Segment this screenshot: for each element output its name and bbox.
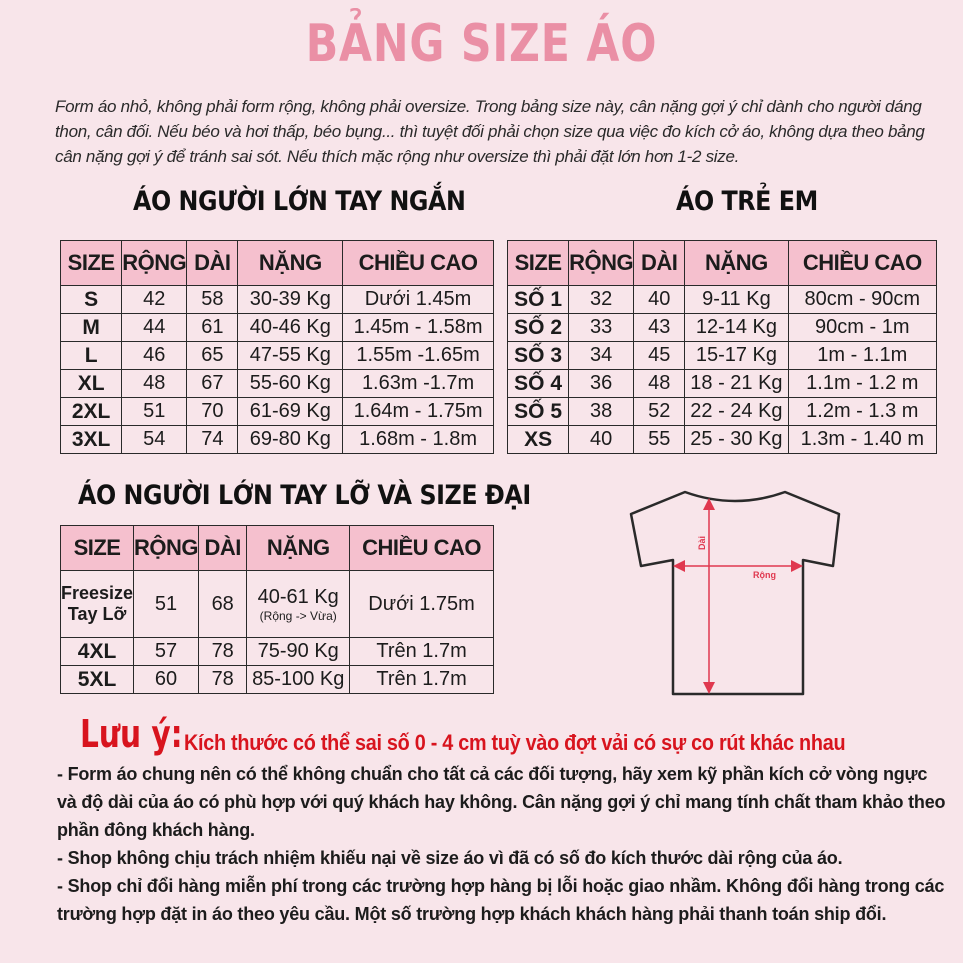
header-dai: DÀI	[199, 526, 247, 571]
nang-note: (Rộng -> Vừa)	[259, 608, 337, 623]
table-header-row	[61, 526, 494, 571]
dai-cell: 67	[187, 370, 238, 398]
adult-short-title: ÁO NGƯỜI LỚN TAY NGẮN	[133, 186, 466, 217]
table-row	[61, 342, 494, 370]
table-row	[508, 314, 937, 342]
nang-cell: 61-69 Kg	[238, 398, 343, 426]
size-cell: 5XL	[61, 666, 134, 694]
dai-cell: 48	[634, 370, 685, 398]
header-nang: NẶNG	[247, 526, 350, 571]
size-cell: 3XL	[61, 426, 122, 454]
rong-cell: 54	[122, 426, 187, 454]
table-row	[61, 286, 494, 314]
page-title: BẢNG SIZE ÁO	[305, 14, 658, 74]
header-rong: RỘNG	[122, 241, 187, 286]
adult-short-table	[60, 240, 494, 454]
table-row	[61, 370, 494, 398]
chieu-cao-cell: 1.3m - 1.40 m	[788, 426, 936, 454]
size-cell: SỐ 3	[508, 342, 569, 370]
nang-cell: 18 - 21 Kg	[685, 370, 788, 398]
nang-cell: 47-55 Kg	[238, 342, 343, 370]
rule-item: - Form áo chung nên có thể không chuẩn cho tất cả các đối tượng, hãy xem kỹ phần kích cở vòng ngực và độ dài của áo có phù hợp với quý khách hay không. Cân nặng gợi ý chỉ mang tính chất tham khảo theo phần đông khách hàng.	[57, 764, 946, 840]
size-cell: SỐ 2	[508, 314, 569, 342]
rong-cell: 51	[134, 571, 199, 638]
chieu-cao-cell: 1.55m -1.65m	[343, 342, 494, 370]
adult-big-table	[60, 525, 494, 694]
chieu-cao-cell: 1.63m -1.7m	[343, 370, 494, 398]
header-chieu-cao: CHIỀU CAO	[350, 526, 494, 571]
chieu-cao-cell: 1.45m - 1.58m	[343, 314, 494, 342]
dai-cell: 70	[187, 398, 238, 426]
size-cell: XS	[508, 426, 569, 454]
nang-cell: 25 - 30 Kg	[685, 426, 788, 454]
nang-cell: 55-60 Kg	[238, 370, 343, 398]
rong-cell: 60	[134, 666, 199, 694]
table-row	[508, 398, 937, 426]
tshirt-outline	[631, 492, 839, 694]
header-rong: RỘNG	[134, 526, 199, 571]
chieu-cao-cell: 1.1m - 1.2 m	[788, 370, 936, 398]
dai-cell: 52	[634, 398, 685, 426]
dai-cell: 65	[187, 342, 238, 370]
freesize-line1: Freesize	[61, 583, 134, 603]
chieu-cao-cell: Dưới 1.75m	[350, 571, 494, 638]
nang-cell: 9-11 Kg	[685, 286, 788, 314]
table-row	[61, 638, 494, 666]
chieu-cao-cell: 1.68m - 1.8m	[343, 426, 494, 454]
rong-cell: 51	[122, 398, 187, 426]
chieu-cao-cell: 90cm - 1m	[788, 314, 936, 342]
table-row	[61, 398, 494, 426]
header-dai: DÀI	[634, 241, 685, 286]
size-cell: 2XL	[61, 398, 122, 426]
chieu-cao-cell: 80cm - 90cm	[788, 286, 936, 314]
nang-cell: 69-80 Kg	[238, 426, 343, 454]
note-text: Kích thước có thể sai số 0 - 4 cm tuỳ vào đợt vải có sự co rút khác nhau	[184, 730, 846, 755]
adult-big-title: ÁO NGƯỜI LỚN TAY LỠ VÀ SIZE ĐẠI	[78, 480, 531, 511]
table-row	[508, 426, 937, 454]
nang-cell: 40-46 Kg	[238, 314, 343, 342]
chieu-cao-cell: Trên 1.7m	[350, 638, 494, 666]
header-nang: NẶNG	[685, 241, 788, 286]
dai-cell: 68	[199, 571, 247, 638]
table-row	[61, 314, 494, 342]
size-cell: S	[61, 286, 122, 314]
nang-cell: 12-14 Kg	[685, 314, 788, 342]
rule-item: - Shop không chịu trách nhiệm khiếu nại về size áo vì đã có số đo kích thước dài rộng của áo.	[57, 848, 843, 868]
table-header-row	[508, 241, 937, 286]
size-cell: SỐ 5	[508, 398, 569, 426]
size-cell: L	[61, 342, 122, 370]
header-rong: RỘNG	[569, 241, 634, 286]
rong-cell: 34	[569, 342, 634, 370]
kids-title: ÁO TRẺ EM	[676, 186, 818, 217]
nang-cell	[247, 571, 350, 638]
rong-cell: 44	[122, 314, 187, 342]
header-chieu-cao: CHIỀU CAO	[343, 241, 494, 286]
chieu-cao-cell: 1.64m - 1.75m	[343, 398, 494, 426]
header-dai: DÀI	[187, 241, 238, 286]
nang-cell: 85-100 Kg	[247, 666, 350, 694]
dai-cell: 74	[187, 426, 238, 454]
rule-item: - Shop chỉ đổi hàng miễn phí trong các trường hợp hàng bị lỗi hoặc giao nhầm. Không đổi hàng trong các trường hợp đặt in áo theo yêu cầu. Một số trường hợp khách khách hàng phải thanh toán ship đổi.	[57, 876, 945, 924]
rong-cell: 33	[569, 314, 634, 342]
freesize-line2: Tay Lỡ	[67, 604, 127, 624]
dai-cell: 40	[634, 286, 685, 314]
dai-cell: 78	[199, 666, 247, 694]
nang-cell: 15-17 Kg	[685, 342, 788, 370]
rong-cell: 36	[569, 370, 634, 398]
size-cell	[61, 571, 134, 638]
note-header	[80, 712, 919, 756]
dai-cell: 43	[634, 314, 685, 342]
nang-cell: 75-90 Kg	[247, 638, 350, 666]
table-row	[61, 571, 494, 638]
dai-label: Dài	[697, 535, 707, 550]
rong-cell: 38	[569, 398, 634, 426]
rong-label: Rộng	[753, 570, 776, 580]
kids-table	[507, 240, 937, 454]
header-size: SIZE	[508, 241, 569, 286]
rong-cell: 40	[569, 426, 634, 454]
table-row	[508, 370, 937, 398]
size-cell: SỐ 4	[508, 370, 569, 398]
dai-cell: 61	[187, 314, 238, 342]
table-row	[61, 666, 494, 694]
dai-cell: 78	[199, 638, 247, 666]
dai-cell: 58	[187, 286, 238, 314]
rong-cell: 48	[122, 370, 187, 398]
size-cell: 4XL	[61, 638, 134, 666]
rong-cell: 42	[122, 286, 187, 314]
chieu-cao-cell: Trên 1.7m	[350, 666, 494, 694]
table-row	[508, 342, 937, 370]
size-cell: M	[61, 314, 122, 342]
size-cell: SỐ 1	[508, 286, 569, 314]
chieu-cao-cell: 1.2m - 1.3 m	[788, 398, 936, 426]
nang-cell: 22 - 24 Kg	[685, 398, 788, 426]
chieu-cao-cell: 1m - 1.1m	[788, 342, 936, 370]
size-cell: XL	[61, 370, 122, 398]
dai-cell: 45	[634, 342, 685, 370]
rong-cell: 32	[569, 286, 634, 314]
header-chieu-cao: CHIỀU CAO	[788, 241, 936, 286]
nang-cell: 30-39 Kg	[238, 286, 343, 314]
table-header-row	[61, 241, 494, 286]
header-size: SIZE	[61, 526, 134, 571]
table-row	[61, 426, 494, 454]
nang-value: 40-61 Kg	[257, 585, 339, 608]
note-label: Lưu ý:	[80, 712, 183, 756]
rong-cell: 57	[134, 638, 199, 666]
rules-list	[57, 760, 947, 928]
rong-cell: 46	[122, 342, 187, 370]
header-nang: NẶNG	[238, 241, 343, 286]
chieu-cao-cell: Dưới 1.45m	[343, 286, 494, 314]
table-row	[508, 286, 937, 314]
dai-cell: 55	[634, 426, 685, 454]
header-size: SIZE	[61, 241, 122, 286]
tshirt-diagram	[625, 488, 845, 700]
intro-paragraph: Form áo nhỏ, không phải form rộng, không phải oversize. Trong bảng size này, cân nặng gợi ý chỉ dành cho người dáng thon, cân đối. Nếu béo và hơi thấp, béo bụng... thì tuyệt đối phải chọn size qua việc đo kích cở áo, không dựa theo bảng cân nặng gợi ý để tránh sai sót. Nếu thích mặc rộng như oversize thì phải đặt lớn hơn 1-2 size.	[55, 97, 925, 166]
